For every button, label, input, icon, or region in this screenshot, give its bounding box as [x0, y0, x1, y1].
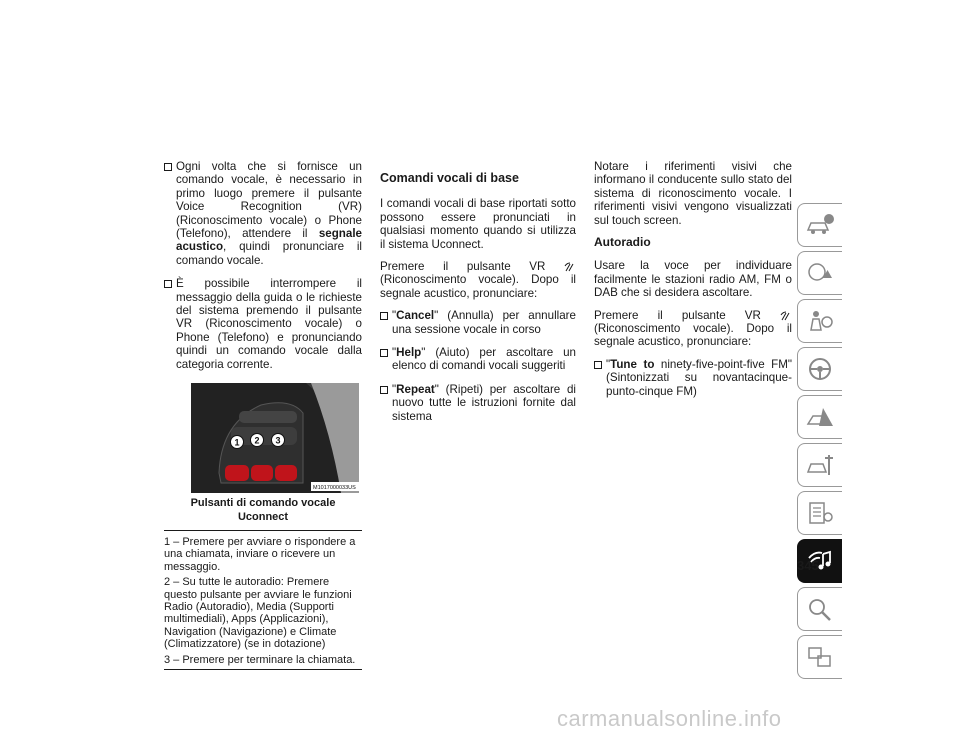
legend-item: 2 – Su tutte le autoradio: Premere questo pulsante per avviare le funzioni Radio (Autoradio), Media (Supporti multimediali), Apps (Applicazioni), Navigation (Navigazione) e Climate (Climatizzatore) (se in dotazione)	[164, 576, 352, 651]
hazard-emergency-icon	[805, 404, 835, 430]
specifications-icon	[805, 500, 835, 526]
paragraph: Usare la voce per individuare facilmente le stazioni radio AM, FM o DAB che si desidera ascoltare.	[594, 259, 792, 300]
bullet-item: "Help" (Aiuto) per ascoltare un elenco di comandi vocali suggeriti	[380, 346, 576, 373]
column-middle	[380, 172, 576, 433]
tab-index[interactable]	[797, 587, 842, 631]
dashboard-warning-icon	[805, 260, 835, 286]
airbag-safety-icon	[805, 308, 835, 334]
section-heading: Comandi vocali di base	[380, 171, 519, 185]
voice-recognition-icon	[564, 262, 576, 272]
callout-2: 2	[254, 435, 260, 446]
paragraph: Premere il pulsante VR (Riconoscimento vocale). Dopo il segnale acustico, pronunciare:	[380, 260, 576, 300]
steering-wheel-image	[191, 383, 359, 493]
figure-legend	[164, 530, 362, 666]
paragraph: Premere il pulsante VR (Riconoscimento vocale). Dopo il segnale acustico, pronunciare:	[594, 308, 792, 349]
callout-3: 3	[275, 435, 281, 446]
divider	[164, 669, 362, 670]
bullet-item: "Cancel" (Annulla) per annullare una sessione vocale in corso	[380, 309, 576, 336]
legend-item: 3 – Premere per terminare la chiamata.	[164, 653, 356, 666]
bullet-item: "Repeat" (Ripeti) per ascoltare di nuovo tutte le istruzioni fornite dal sistema	[380, 383, 576, 423]
section-heading: Autoradio	[594, 235, 651, 250]
tab-dashboard[interactable]	[797, 251, 842, 295]
voice-recognition-icon	[780, 311, 792, 321]
page-number: 345	[797, 558, 819, 573]
tab-specifications[interactable]	[797, 491, 842, 535]
paragraph: Notare i riferimenti visivi che informano il conducente sullo stato del sistema di riconoscimento vocale. I riferimenti visivi vengono visualizzati sul touch screen.	[594, 160, 792, 227]
car-info-icon	[805, 212, 835, 238]
languages-icon	[805, 644, 835, 670]
steering-controls-figure	[191, 383, 359, 493]
chapter-tabs	[797, 203, 842, 683]
tab-safety[interactable]	[797, 299, 842, 343]
callout-1: 1	[234, 437, 240, 448]
tab-languages[interactable]	[797, 635, 842, 679]
steering-wheel-icon	[805, 356, 835, 382]
column-right	[594, 160, 792, 408]
paragraph: I comandi vocali di base riportati sotto possono essere pronunciati in qualsiasi momento quando si utilizza il sistema Uconnect.	[380, 197, 576, 251]
column-left	[164, 160, 362, 670]
tab-driving[interactable]	[797, 347, 842, 391]
tab-service[interactable]	[797, 443, 842, 487]
bullet-item: "Tune to ninety-five-point-five FM" (Sintonizzati su novantacinque-punto-cinque FM)	[594, 358, 792, 398]
legend-item: 1 – Premere per avviare o rispondere a una chiamata, inviare o ricevere un messaggio.	[164, 535, 356, 573]
tab-emergency[interactable]	[797, 395, 842, 439]
bullet-item: È possibile interrompere il messaggio della guida o le richieste del sistema premendo il pulsante VR (Riconoscimento vocale) o Phone (Telefono) e pronunciando quindi un comando vocale dalla categoria corrente.	[164, 277, 362, 371]
service-tools-icon	[805, 452, 835, 478]
watermark: carmanualsonline.info	[557, 706, 782, 731]
search-index-icon	[805, 596, 835, 622]
figure-caption: Pulsanti di comando vocale Uconnect	[190, 497, 336, 523]
tab-car-info[interactable]	[797, 203, 842, 247]
figure-code: M1017000033US	[313, 485, 356, 492]
bullet-item: Ogni volta che si fornisce un comando vocale, è necessario in primo luogo premere il pulsante Voice Recognition (VR) (Riconoscimento vocale) o Phone (Telefono), attendere il segnale acustico, quindi pronunciare il comando vocale.	[164, 160, 362, 267]
